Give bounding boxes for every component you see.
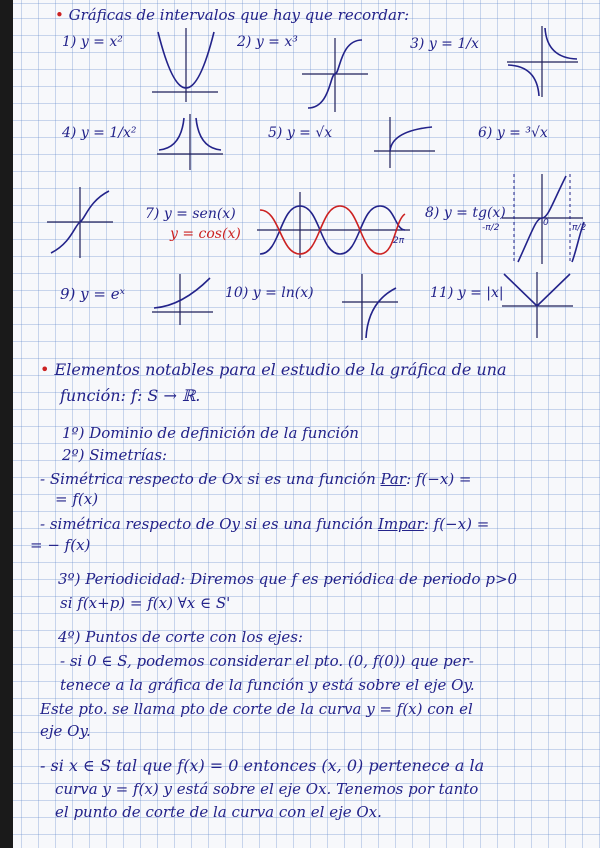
bullet: •: [55, 6, 64, 24]
item-2-symmetry: 2º) Simetrías:: [62, 446, 168, 464]
graph-logarithm: [340, 272, 400, 342]
sin-2pi-label: 2π: [393, 236, 405, 246]
item-2a-line1: [40, 470, 472, 488]
tangent-zero-label: 0: [543, 218, 549, 228]
item-4-heading: 4º) Puntos de corte con los ejes:: [58, 628, 303, 646]
graph-absolute-value: [500, 270, 575, 340]
graph-label-7-cos: y = cos(x): [170, 226, 241, 242]
graph-sin-cos: [255, 190, 415, 260]
graph-reciprocal: [505, 24, 580, 99]
graph-x-squared: [150, 24, 220, 104]
item-3-line2: si f(x+p) = f(x) ∀x ∈ S': [60, 594, 231, 612]
graph-x-cubed: [300, 34, 370, 114]
item-2b-line1: [40, 515, 489, 533]
item-4b-line1: - si x ∈ S tal que f(x) = 0 entonces (x, 0) pertenece a la: [40, 756, 485, 775]
item-1-domain: 1º) Dominio de definición de la función: [62, 424, 359, 442]
item-2a-line2: = f(x): [55, 490, 99, 508]
section1-title: Gráficas de intervalos que hay que recordar:: [68, 6, 410, 24]
graph-label-11: 11) y = |x|: [430, 285, 504, 301]
graph-sqrt: [372, 115, 437, 170]
graph-label-7-sin: 7) y = sen(x): [145, 206, 236, 222]
item-4b-line2: curva y = f(x) y está sobre el eje Ox. Tenemos por tanto: [55, 780, 479, 798]
graph-label-2: 2) y = x³: [237, 34, 298, 50]
section1-heading: [55, 6, 409, 24]
item-2b-impar: Impar: [377, 515, 424, 533]
item-3-line1: 3º) Periodicidad: Diremos que f es periódica de periodo p>0: [58, 570, 518, 588]
section2-line2: función: f: S → ℝ.: [60, 386, 201, 405]
graph-label-5: 5) y = √x: [268, 125, 333, 141]
item-2b-text: - simétrica respecto de Oy si es una función: [40, 515, 378, 533]
graph-exponential: [150, 272, 215, 327]
section2-line1: Elementos notables para el estudio de la gráfica de una: [54, 360, 507, 379]
section2-heading: [40, 360, 507, 379]
tangent-neg-label: -π/2: [482, 223, 500, 233]
tangent-pos-label: π/2: [572, 223, 587, 233]
graph-inverse-square: [155, 112, 225, 172]
graph-label-3: 3) y = 1/x: [410, 36, 479, 52]
item-4b-line3: el punto de corte de la curva con el eje Ox.: [55, 803, 382, 821]
graph-label-9: 9) y = eˣ: [60, 285, 125, 303]
item-2a-text: - Simétrica respecto de Ox si es una función: [40, 470, 381, 488]
item-2b-formula: : f(−x) =: [423, 515, 490, 533]
page-margin-binding: [0, 0, 13, 848]
graph-label-4: 4) y = 1/x²: [62, 125, 137, 141]
graph-label-10: 10) y = ln(x): [225, 285, 314, 301]
item-4a-line1: - si 0 ∈ S, podemos considerar el pto. (0, f(0)) que per-: [60, 652, 474, 670]
item-4a-line2: tenece a la gráfica de la función y está sobre el eje Oy.: [60, 676, 475, 694]
item-4a-line4: eje Oy.: [40, 722, 91, 740]
item-2b-line2: = − f(x): [30, 536, 91, 554]
bullet: •: [40, 360, 50, 379]
graph-label-6: 6) y = ³√x: [478, 125, 548, 141]
item-4a-line3: Este pto. se llama pto de corte de la curva y = f(x) con el: [40, 700, 473, 718]
graph-label-8: 8) y = tg(x): [425, 205, 506, 221]
graph-cube-root: [45, 185, 115, 260]
item-2a-par: Par: [380, 470, 407, 488]
item-2a-formula: : f(−x) =: [406, 470, 472, 488]
graph-label-1: 1) y = x²: [62, 34, 123, 50]
